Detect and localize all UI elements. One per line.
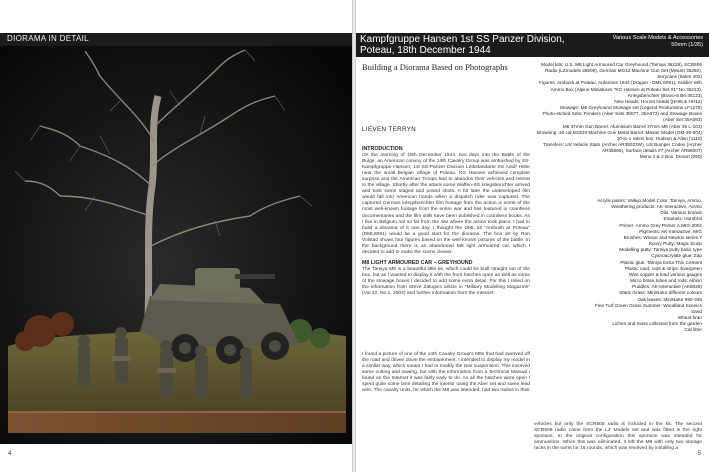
spec-line: Model kits: U.S. M8 Light Armoured Car Greyhound (Tamiya 35228), SCR506 Radio (LZmodels 35500), German MG42 Machine Gun Set (Miniart 35250), Jerrycans (Italeri 402) bbox=[540, 62, 702, 80]
paint-line: Micro brass tubes and rods: Albion bbox=[630, 278, 702, 284]
m8-paragraph: The Tamiya M8 is a beautiful little kit, which could be built straight out of the box, but as I wanted to display it with the front hatches open as well as some of the stowage boxes I decided to add some extra detail. For this I relied on the information from Steve Zaloga's article in "Military Modelling Magazine" (Vol.32, No.1, 2002) and further information from the Internet. bbox=[362, 266, 530, 297]
spec-line: Transfers: US Vehicle Stars (Archer AR35023W), US Bumper Codes (Archer AR35066), Surface details #7 (Archer AR88007) bbox=[543, 142, 702, 154]
publisher-line-1: Various Scale Models & Accessories bbox=[612, 35, 703, 41]
paints-tools-list bbox=[534, 198, 702, 333]
paint-line: Acrylic paints: Vallejo Model Color, Tamiya, Ammo, bbox=[597, 198, 702, 203]
continued-paragraph: vehicles but only the SCR508 radio is included in the kit. The second SCR506 radio came from the LZ Models set and was fitted in the right sponson. In the original configuration this sponson was intended for ammunition. When this was eliminated, it left the M8 with only two storage racks in the turret for 16 rounds, which was resolved by installing a bbox=[534, 422, 702, 452]
paint-line: Enamels: Humbrol bbox=[663, 216, 702, 222]
author-name: LIEVEN TERRYN bbox=[362, 126, 417, 133]
paint-line: Wheat bran bbox=[677, 314, 702, 320]
publisher-info bbox=[593, 35, 703, 49]
materials-list bbox=[534, 62, 702, 161]
paint-line: Cat litter bbox=[684, 327, 702, 333]
article-title: Kampfgruppe Hansen 1st SS Panzer Division, Poteau, 18th December 1944 bbox=[360, 34, 565, 56]
paint-line: Puddles: AK-Interactive (AK8028) bbox=[632, 284, 702, 290]
article-title-bar bbox=[356, 33, 709, 57]
section-header-bar bbox=[0, 33, 354, 46]
spec-line: Browning .30 cal M1919 Machine Gun Metal Barrel: Master Model (GM-35-004) bbox=[536, 129, 702, 135]
article-column-left-lower bbox=[362, 352, 530, 398]
publisher-line-2: 50mm (1/35) bbox=[671, 42, 703, 48]
paint-line: Modelling putty: Tamiya putty basic type bbox=[619, 247, 702, 253]
paint-line: Weathering products: AK-Interactive, Ammo bbox=[611, 204, 702, 210]
intro-paragraph: On the morning of 18th December 1944, two days into the Battle of the Bulge, an American convoy of the 14th Cavalry Group was ambushed by SS-Kampfgruppe Hansen, 1st SS-Panzer Division Leibstandarte SS Adolf Hitler near the small Belgian village of Poteau. KG Hansen achieved complete surprise and the American Troops had to abandon their vehicles and retreat to the village. Shortly after the attack some Waffen-SS kriegsberichter arrived and took some staged and posed shots. A bit later the undeveloped film would fall into American hands when a dispatch rider was captured. The captured German kriegsberichter film footage from the action is some of the most well-known footage from the entire war and has featured in countless documentaries and the film stills have been published in countless books. As I live in Belgium not so far from the site where the action took place, I had to build a diorama of it one day. I thought the DML kit "Ambush at Poteau" (DML6091) would be a good start for the diorama. The box art by Ron Volstad shows four figures based on the well-known pictures of the battle. In the background there is an abandoned M8 light armoured car, which I decided to add to make the scene clearer. bbox=[362, 153, 530, 255]
m8-paragraph-2: I found a picture of one of the 14th Cavalry Group's M8s that had swerved off the road and driven down the embankment. I intended to display my model in a similar way, which meant I had to modify the rear suspension. This involved some cutting and sawing, but with the information from a Technical Manual I found on the Internet it was fairly easy to do. As all the hatches were open I spent quite some time detailing the interior using the Aber set and some lead wire. The cavalry units, for which the M8 was intended, had two radios in their bbox=[362, 352, 530, 394]
spec-line: M6 37mm Gun Barrel: Aluminium Barrel 37mm M6 (Aber 35 L-103) bbox=[562, 123, 702, 129]
article-subheading: Building a Diorama Based on Photographs bbox=[362, 62, 508, 72]
spec-line: Stowage: M8 Greyhound Stowage set (Legend Productions LF1275) bbox=[559, 105, 702, 111]
paint-line: Pigments: AK-Interactive, MIG bbox=[639, 228, 702, 234]
paint-line: Primer: Ammo Grey Primer A.MIG-2002 bbox=[619, 222, 702, 228]
section-label: DIORAMA IN DETAIL bbox=[7, 34, 89, 43]
intro-heading: INTRODUCTION bbox=[362, 146, 403, 152]
paint-line: Brushes: Winsor and Newton series 7 bbox=[623, 234, 702, 240]
left-page bbox=[0, 0, 354, 472]
page-number-left: 4 bbox=[8, 451, 12, 457]
paint-line: Sand bbox=[691, 308, 702, 314]
m8-heading: M8 LIGHT ARMOURED CAR – GREYHOUND bbox=[362, 259, 473, 266]
diorama-illustration bbox=[0, 46, 354, 444]
paint-line: Plastic card, rods & strips: Evergreen bbox=[624, 265, 702, 271]
page-number-right: 5 bbox=[697, 451, 701, 457]
paint-line: Fine Turf Green Grass Summer: Woodland Scenics bbox=[595, 302, 702, 308]
spec-line: New Heads: Hornet heads (HHI5 & HH12) bbox=[614, 98, 702, 104]
paint-line: Cyanoacrylate glue: Zap bbox=[651, 253, 702, 259]
paint-line: Oils: Various brands bbox=[660, 210, 702, 216]
right-page bbox=[356, 0, 709, 472]
spec-line: Menu 1 & 2 Box: Diorart (050) bbox=[639, 154, 702, 160]
diorama-photo bbox=[0, 46, 354, 444]
spec-line: 10-in-1 ration box: Hudson & Allen (1110) bbox=[616, 135, 702, 141]
paint-line: Wire copper & lead various gauges bbox=[629, 271, 702, 277]
paint-line: Epoxy Putty: Magic Sculp bbox=[648, 241, 702, 247]
paint-line: Plastic glue: Tamiya Extra Thin Cement bbox=[620, 259, 702, 265]
spec-line: Figures: Ambush at Poteau, Ardennes 1944 (Dragon - DML 6091), Soldier with Ammo Box (Alpine Miniatures "KG Hansen at Poteau Set #1" No.35213), Kriegsberichter (Bravo-6 B6-35123) bbox=[539, 80, 702, 98]
spec-line: Photo-etched Sets: Fenders (Aber Sets 35077, 35A072) and Stowage Boxes (Aber Set 35A083) bbox=[542, 111, 702, 123]
paint-line: Oak leaves: MiniNatur 980-345 bbox=[637, 296, 702, 302]
paint-line: Lichen and moss collected from the garden bbox=[612, 321, 702, 327]
article-column-left bbox=[362, 146, 530, 301]
article-column-right bbox=[534, 422, 702, 456]
paint-line: Static Grass: MiniNatur different colours bbox=[619, 290, 702, 296]
